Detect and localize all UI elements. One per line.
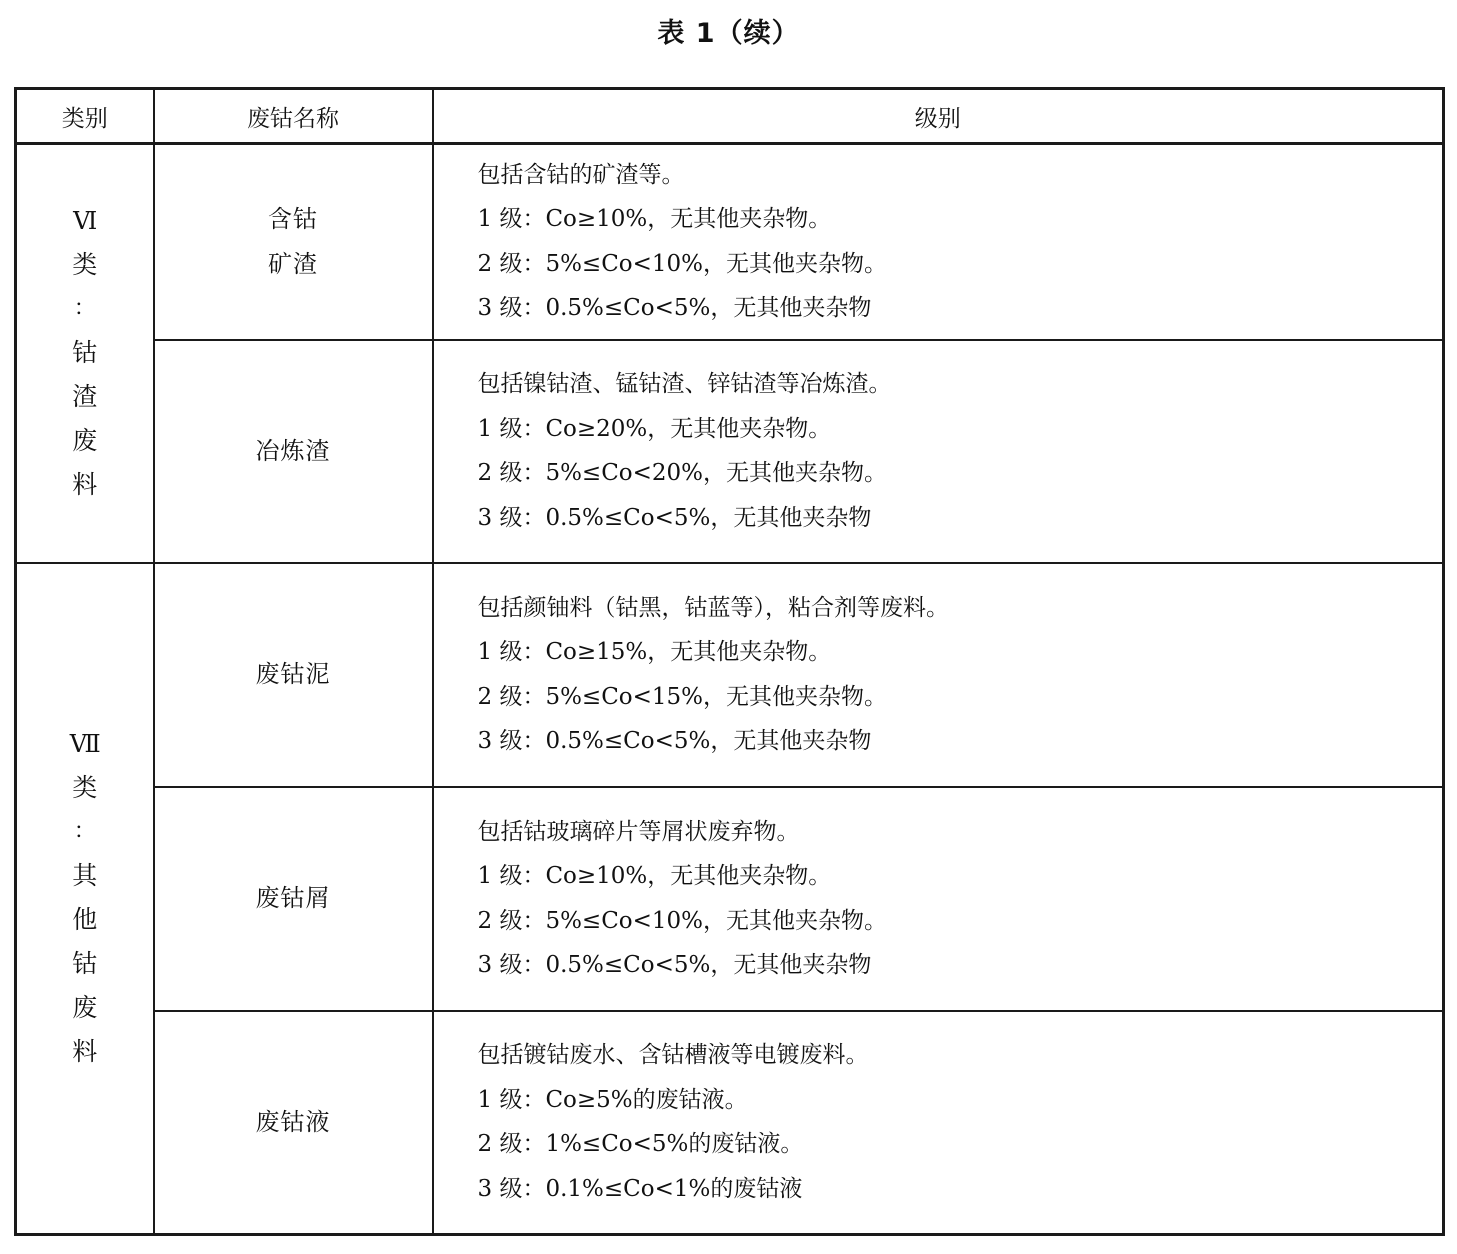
page-title: 表 1（续） xyxy=(657,18,800,49)
grade-line: 2 级：5%≤Co<20%，无其他夹杂物。 xyxy=(477,460,888,486)
grade-cell xyxy=(433,787,1444,1011)
grade-line: 1 级：Co≥15%，无其他夹杂物。 xyxy=(477,639,832,665)
category-char: 料 xyxy=(72,470,98,500)
category-char: ： xyxy=(73,819,96,845)
grade-line: 2 级：5%≤Co<15%，无其他夹杂物。 xyxy=(477,683,888,710)
grade-cell xyxy=(433,1011,1444,1235)
header-name: 废钴名称 xyxy=(154,89,433,144)
category-char: 其 xyxy=(72,861,98,891)
grade-line: 3 级：0.5%≤Co<5%，无其他夹杂物 xyxy=(477,952,872,978)
name-cell xyxy=(154,563,433,787)
category-cell-vi xyxy=(16,144,154,563)
table-row xyxy=(16,340,1444,563)
name-cell xyxy=(154,787,433,1011)
grade-line: 包括镍钴渣、锰钴渣、锌钴渣等冶炼渣。 xyxy=(477,371,892,397)
grade-cell xyxy=(433,563,1444,787)
name-line: 含钴 xyxy=(268,204,318,233)
header-grade: 级别 xyxy=(433,89,1444,144)
name-cell xyxy=(154,1011,433,1235)
grade-line: 1 级：Co≥20%，无其他夹杂物。 xyxy=(477,415,832,442)
name-line: 废钴泥 xyxy=(255,660,331,688)
category-label-vi xyxy=(72,199,97,507)
name-cell xyxy=(154,144,433,340)
header-category: 类别 xyxy=(16,89,154,144)
category-char: 钴 xyxy=(72,338,98,368)
grade-line: 1 级：Co≥5%的废钴液。 xyxy=(477,1086,748,1113)
category-char: 类 xyxy=(72,250,98,280)
grade-line: 包括颜铀料（钴黑，钴蓝等），粘合剂等废料。 xyxy=(477,594,949,621)
category-char: 废 xyxy=(72,426,98,456)
grade-cell xyxy=(433,340,1444,563)
name-line: 冶炼渣 xyxy=(255,436,331,465)
table-row xyxy=(16,1011,1444,1235)
grade-line: 3 级：0.1%≤Co<1%的废钴液 xyxy=(477,1175,803,1202)
table-row xyxy=(16,787,1444,1011)
grade-cell xyxy=(433,144,1444,340)
grade-line: 3 级：0.5%≤Co<5%，无其他夹杂物 xyxy=(477,728,872,754)
category-label-vii xyxy=(70,722,100,1074)
grade-line: 2 级：1%≤Co<5%的废钴液。 xyxy=(477,1131,804,1158)
grade-line: 包括镀钴废水、含钴槽液等电镀废料。 xyxy=(477,1042,869,1069)
table-row xyxy=(16,563,1444,787)
grade-line: 包括钴玻璃碎片等屑状废弃物。 xyxy=(477,818,800,845)
category-char: ： xyxy=(73,296,96,322)
table-row xyxy=(16,144,1444,340)
category-char: 他 xyxy=(72,905,98,935)
grade-line: 2 级：5%≤Co<10%，无其他夹杂物。 xyxy=(477,250,888,277)
cobalt-grade-table xyxy=(14,87,1445,1236)
category-char: 废 xyxy=(72,993,98,1023)
category-char: 类 xyxy=(72,773,98,803)
name-cell xyxy=(154,340,433,563)
name-line: 废钴液 xyxy=(255,1107,331,1136)
grade-line: 包括含钴的矿渣等。 xyxy=(477,161,685,188)
category-char: Ⅵ xyxy=(73,207,97,236)
category-char: 钴 xyxy=(72,949,98,979)
category-cell-vii xyxy=(16,563,154,1235)
grade-line: 3 级：0.5%≤Co<5%，无其他夹杂物 xyxy=(477,295,872,322)
category-char: 渣 xyxy=(72,382,98,412)
grade-line: 3 级：0.5%≤Co<5%，无其他夹杂物 xyxy=(477,504,872,531)
name-line: 废钴屑 xyxy=(255,884,331,912)
grade-line: 1 级：Co≥10%，无其他夹杂物。 xyxy=(477,206,832,233)
name-line: 矿渣 xyxy=(268,249,318,278)
category-char: 料 xyxy=(72,1037,98,1067)
grade-line: 1 级：Co≥10%，无其他夹杂物。 xyxy=(477,863,832,889)
category-char: Ⅶ xyxy=(69,730,100,759)
table-header-row xyxy=(16,89,1444,144)
grade-line: 2 级：5%≤Co<10%，无其他夹杂物。 xyxy=(477,907,888,934)
